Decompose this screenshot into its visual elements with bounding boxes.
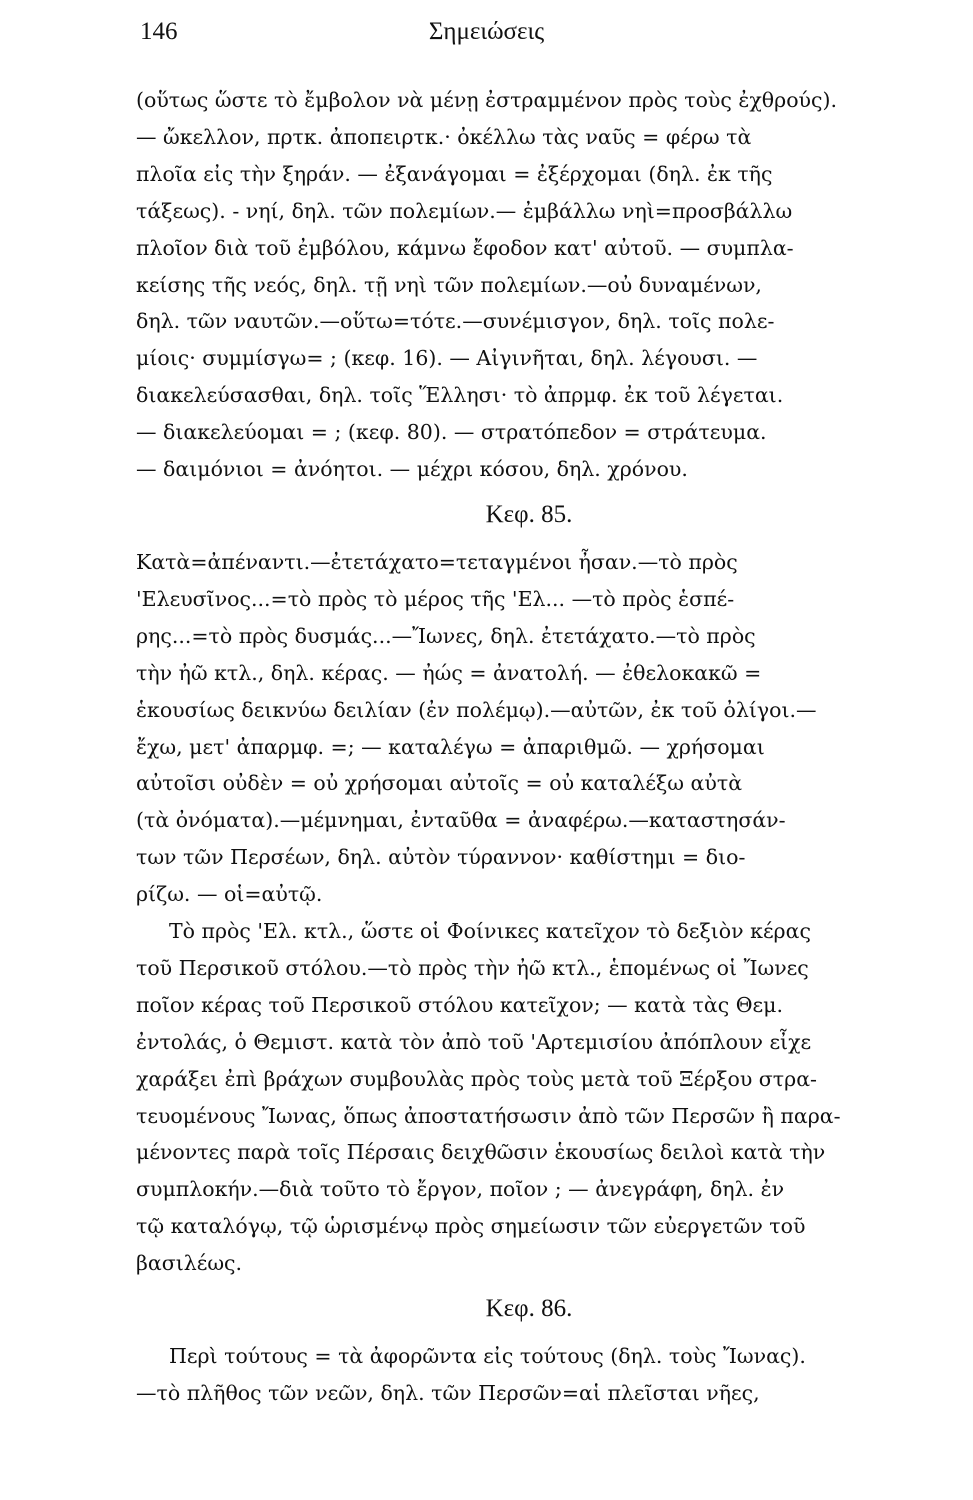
- text-line: Περὶ τούτους = τὰ ἀφορῶντα εἰς τούτους (δηλ. τοὺς Ἴωνας).: [169, 1344, 806, 1369]
- text-line: ἐντολάς, ὁ Θεμιστ. κατὰ τὸν ἀπὸ τοῦ 'Αρτεμισίου ἀπόπλουν εἶχε: [136, 1029, 812, 1054]
- text-line: μένοντες παρὰ τοῖς Πέρσαις δειχθῶσιν ἑκουσίως δειλοὶ κατὰ τὴν: [136, 1140, 826, 1165]
- text-line: συμπλοκήν.—διὰ τοῦτο τὸ ἔργον, ποῖον ; — ἀνεγράφη, δηλ. ἐν: [136, 1177, 785, 1202]
- text-line: πλοῖα εἰς τὴν ξηράν. — ἐξανάγομαι = ἐξέρχομαι (δηλ. ἐκ τῆς: [136, 161, 773, 186]
- text-line: —τὸ πλῆθος τῶν νεῶν, δηλ. τῶν Περσῶν=αἱ πλεῖσται νῆες,: [136, 1381, 760, 1405]
- text-line: διακελεύσασθαι, δηλ. τοῖς Ἕλλησι· τὸ ἀπρμφ. ἐκ τοῦ λέγεται.: [136, 383, 784, 408]
- notes-paragraph: [136, 1338, 922, 1412]
- text-line: αὐτοῖσι οὐδὲν = οὐ χρήσομαι αὐτοῖς = οὐ καταλέξω αὐτὰ: [136, 771, 743, 796]
- text-line: τευομένους Ἴωνας, ὅπως ἀποστατήσωσιν ἀπὸ τῶν Περσῶν ἢ παρα-: [136, 1103, 841, 1128]
- text-line: ρίζω. — οἱ=αὐτῷ.: [136, 882, 323, 907]
- text-line: τοῦ Περσικοῦ στόλου.—τὸ πρὸς τὴν ἠῶ κτλ., ἑπομένως οἱ Ἴωνες: [136, 955, 809, 980]
- text-line: 'Ελευσῖνος...=τὸ πρὸς τὸ μέρος τῆς 'Ελ... —τὸ πρὸς ἑσπέ-: [136, 586, 735, 611]
- chapter-heading: Κεφ. 86.: [485, 1295, 573, 1323]
- text-line: κείσης τῆς νεός, δηλ. τῇ νηὶ τῶν πολεμίων.—οὐ δυναμένων,: [136, 272, 762, 297]
- text-line: πλοῖον διὰ τοῦ ἐμβόλου, κάμνω ἔφοδον κατ' αὐτοῦ. — συμπλα-: [136, 235, 794, 260]
- page-number: 146: [140, 18, 178, 45]
- text-line: δηλ. τῶν ναυτῶν.—οὕτω=τότε.—συνέμισγον, δηλ. τοῖς πολε-: [136, 309, 775, 334]
- text-line: — διακελεύομαι = ; (κεφ. 80). — στρατόπεδον = στράτευμα.: [136, 420, 767, 445]
- text-line: Τὸ πρὸς 'Ελ. κτλ., ὥστε οἱ Φοίνικες κατεῖχον τὸ δεξιὸν κέρας: [169, 919, 811, 944]
- page-header: [0, 18, 973, 58]
- notes-paragraph: [136, 82, 922, 488]
- text-line: των τῶν Περσέων, δηλ. αὐτὸν τύραννον· καθίστημι = διο-: [136, 845, 746, 870]
- text-line: μίοις· συμμίσγω= ; (κεφ. 16). — Αἰγινῆται, δηλ. λέγουσι. —: [136, 346, 758, 371]
- page-body: [136, 82, 922, 1412]
- notes-paragraph: [136, 913, 922, 1282]
- text-line: (τὰ ὀνόματα).—μέμνημαι, ἐνταῦθα = ἀναφέρω.—καταστησάν-: [136, 808, 786, 833]
- text-line: ἔχω, μετ' ἀπαρμφ. =; — καταλέγω = ἀπαριθμῶ. — χρήσομαι: [136, 734, 765, 759]
- text-line: (οὕτως ὥστε τὸ ἔμβολον νὰ μένῃ ἐστραμμένον πρὸς τοὺς ἐχθρούς).: [136, 88, 838, 112]
- text-line: ἑκουσίως δεικνύω δειλίαν (ἐν πολέμῳ).—αὐτῶν, ἐκ τοῦ ὀλίγοι.—: [136, 697, 817, 722]
- text-line: Κατὰ=ἀπέναντι.—ἐτετάχατο=τεταγμένοι ἦσαν.—τὸ πρὸς: [136, 549, 738, 574]
- text-line: ρης...=τὸ πρὸς δυσμάς...—Ἴωνες, δηλ. ἐτετάχατο.—τὸ πρὸς: [136, 623, 756, 648]
- text-line: τάξεως). - νηί, δηλ. τῶν πολεμίων.— ἐμβάλλω νηὶ=προσβάλλω: [136, 198, 793, 223]
- text-line: τὴν ἠῶ κτλ., δηλ. κέρας. — ἠώς = ἀνατολή. — ἐθελοκακῶ =: [136, 660, 762, 685]
- text-line: — δαιμόνιοι = ἀνόητοι. — μέχρι κόσου, δηλ. χρόνου.: [136, 457, 688, 482]
- running-head: Σημειώσεις: [428, 18, 545, 45]
- text-line: βασιλέως.: [136, 1251, 243, 1276]
- notes-paragraph: [136, 544, 922, 913]
- chapter-heading: Κεφ. 85.: [485, 500, 573, 528]
- text-line: τῷ καταλόγῳ, τῷ ὡρισμένῳ πρὸς σημείωσιν τῶν εὐεργετῶν τοῦ: [136, 1214, 806, 1239]
- text-line: χαράξει ἐπὶ βράχων συμβουλὰς πρὸς τοὺς μετὰ τοῦ Ξέρξου στρα-: [136, 1066, 817, 1091]
- text-line: — ὤκελλον, πρτκ. ἀποπειρτκ.· ὀκέλλω τὰς ναῦς = φέρω τὰ: [136, 124, 752, 149]
- text-line: ποῖον κέρας τοῦ Περσικοῦ στόλου κατεῖχον; — κατὰ τὰς Θεμ.: [136, 992, 783, 1017]
